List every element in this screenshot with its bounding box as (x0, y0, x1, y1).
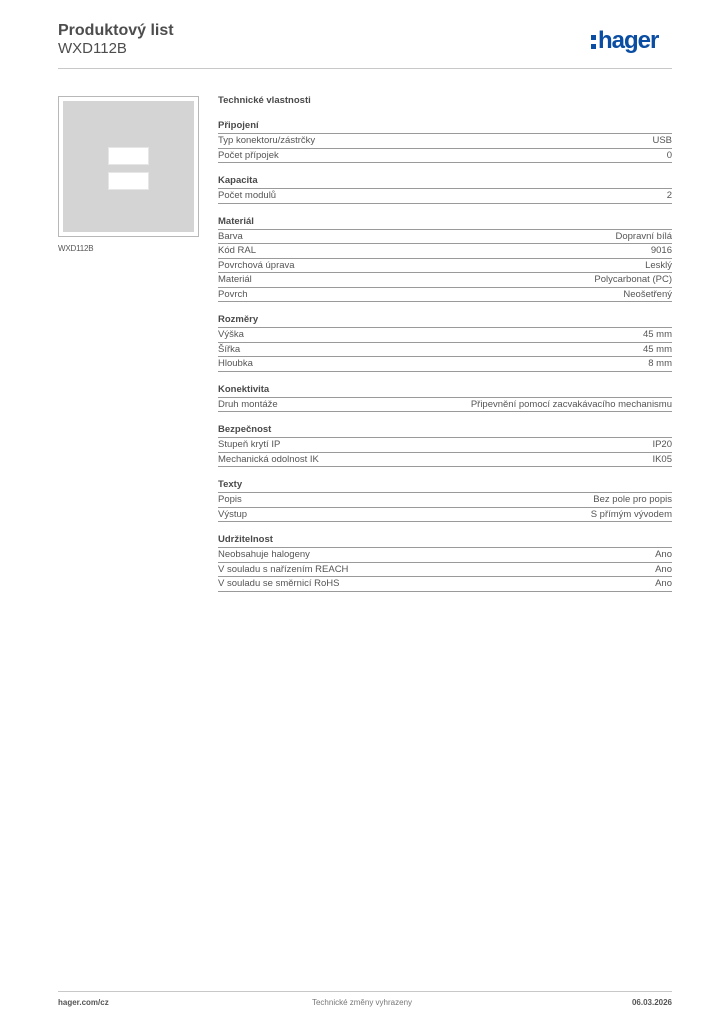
spec-row (218, 357, 672, 372)
spec-label: Mechanická odolnost IK (218, 453, 319, 465)
spec-section (218, 532, 672, 592)
hager-logo (591, 29, 658, 57)
spec-row (218, 343, 672, 358)
spec-value: IP20 (652, 439, 672, 450)
spec-value: Ano (655, 578, 672, 589)
spec-row (218, 244, 672, 259)
spec-row (218, 259, 672, 274)
spec-label: Povrchová úprava (218, 259, 295, 271)
technical-specifications (218, 92, 672, 602)
spec-section (218, 312, 672, 372)
spec-label: Počet modulů (218, 190, 277, 201)
spec-row (218, 189, 672, 204)
spec-row (218, 493, 672, 508)
section-title: Texty (218, 477, 672, 493)
spec-row (218, 230, 672, 245)
spec-label: V souladu se směrnicí RoHS (218, 578, 340, 589)
spec-label: Výška (218, 329, 244, 340)
usb-module-top (108, 147, 149, 165)
spec-value: Neošetřený (623, 288, 672, 300)
footer-website: hager.com/cz (58, 998, 109, 1007)
section-title: Bezpečnost (218, 422, 672, 438)
section-title: Konektivita (218, 382, 672, 398)
section-title: Připojení (218, 118, 672, 134)
spec-section (218, 422, 672, 467)
spec-value: 45 mm (642, 343, 672, 355)
spec-row (218, 328, 672, 343)
spec-section (218, 382, 672, 413)
spec-label: Počet přípojek (218, 149, 279, 161)
spec-value: USB (652, 135, 672, 146)
spec-label: Povrch (218, 288, 248, 300)
spec-label: Hloubka (218, 358, 253, 369)
product-plate (63, 101, 194, 232)
spec-section (218, 214, 672, 303)
spec-section (218, 477, 672, 522)
logo-text: hager (598, 27, 659, 54)
footer-divider (58, 991, 672, 992)
spec-value: Polycarbonat (PC) (594, 274, 672, 285)
page-title: Produktový list (58, 22, 174, 39)
spec-row (218, 398, 672, 413)
spec-value: S přímým vývodem (590, 508, 672, 520)
spec-label: Šířka (218, 343, 241, 355)
spec-row (218, 508, 672, 523)
spec-label: Barva (218, 230, 243, 242)
spec-value: Ano (655, 549, 672, 560)
spec-value: Připevnění pomocí zacvakávacího mechanismu (470, 398, 672, 410)
spec-value: Lesklý (645, 259, 672, 271)
spec-value: 0 (666, 149, 672, 161)
header-divider (58, 68, 672, 69)
usb-module-bottom (108, 172, 149, 190)
spec-row (218, 149, 672, 164)
spec-value: IK05 (652, 453, 672, 465)
spec-section (218, 118, 672, 163)
product-image-caption: WXD112B (58, 244, 94, 253)
section-title: Materiál (218, 214, 672, 230)
logo-dots-icon (591, 35, 596, 49)
spec-label: Materiál (218, 274, 252, 285)
product-code: WXD112B (58, 40, 127, 57)
footer-date: 06.03.2026 (631, 998, 672, 1007)
spec-row (218, 548, 672, 563)
spec-value: Bez pole pro popis (593, 494, 672, 505)
section-title: Kapacita (218, 173, 672, 189)
spec-label: V souladu s nařízením REACH (218, 563, 349, 575)
spec-row (218, 453, 672, 468)
spec-row (218, 134, 672, 149)
spec-row (218, 577, 672, 592)
spec-value: Dopravní bílá (615, 230, 672, 242)
spec-row (218, 273, 672, 288)
spec-row (218, 438, 672, 453)
spec-label: Kód RAL (218, 245, 257, 256)
specs-heading: Technické vlastnosti (218, 95, 311, 106)
section-title: Rozměry (218, 312, 672, 328)
spec-label: Výstup (218, 508, 248, 520)
spec-section (218, 173, 672, 204)
spec-label: Typ konektoru/zástrčky (218, 135, 316, 146)
spec-value: Ano (655, 563, 672, 575)
spec-label: Stupeň krytí IP (218, 439, 281, 450)
section-title: Udržitelnost (218, 532, 672, 548)
spec-label: Druh montáže (218, 398, 278, 410)
spec-row (218, 288, 672, 303)
spec-row (218, 563, 672, 578)
spec-value: 45 mm (642, 329, 672, 340)
product-image (58, 96, 199, 237)
spec-sections (218, 118, 672, 592)
spec-label: Popis (218, 494, 242, 505)
spec-label: Neobsahuje halogeny (218, 549, 310, 560)
footer-notice: Technické změny vyhrazeny (311, 998, 413, 1007)
spec-value: 9016 (650, 245, 672, 256)
spec-value: 2 (666, 190, 672, 201)
spec-value: 8 mm (648, 358, 672, 369)
